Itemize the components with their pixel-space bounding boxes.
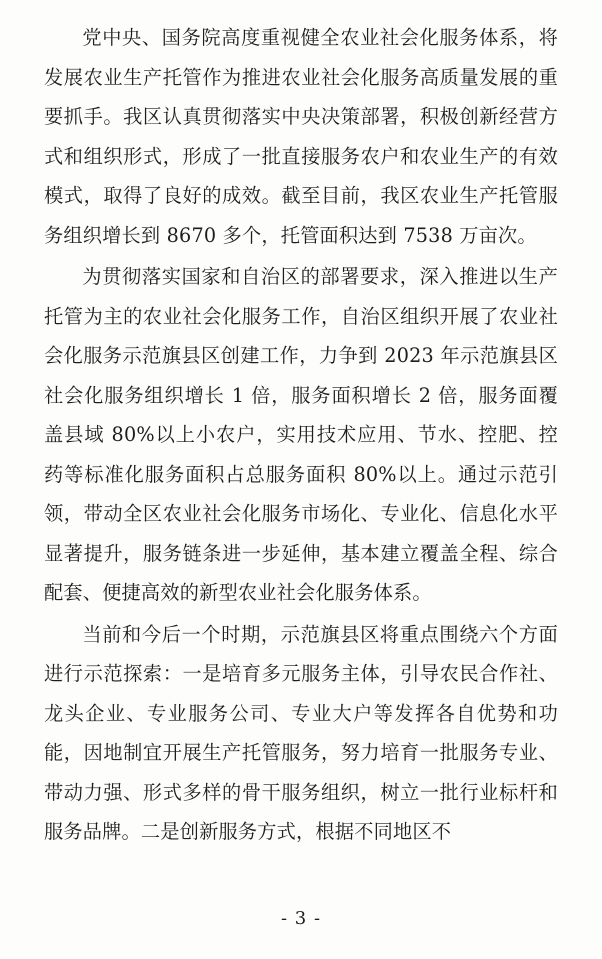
page-number: - 3 - (280, 908, 322, 929)
paragraph: 党中央、国务院高度重视健全农业社会化服务体系，将发展农业生产托管作为推进农业社会化服务高质量发展的重要抓手。我区认真贯彻落实中央决策部署，积极创新经营方式和组织形式，形成了一批直接服务农户和农业生产的有效模式，取得了良好的成效。截至目前，我区农业生产托管服务组织增长到 8670 多个，托管面积达到 7538 万亩次。 (44, 26, 558, 247)
paragraph: 为贯彻落实国家和自治区的部署要求，深入推进以生产托管为主的农业社会化服务工作，自治区组织开展了农业社会化服务示范旗县区创建工作，力争到 2023 年示范旗县区社会化服务组织增长 1 倍，服务面积增长 2 倍，服务面覆盖县域 80%以上小农户，实用技术应用、节水、控肥、控药等标准化服务面积占总服务面积 80%以上。通过示范引领，带动全区农业社会化服务市场化、专业化、信息化水平显著提升，服务链条进一步延伸，基本建立覆盖全程、综合配套、便捷高效的新型农业社会化服务体系。 (44, 265, 558, 604)
paragraph: 当前和今后一个时期，示范旗县区将重点围绕六个方面进行示范探索：一是培育多元服务主体，引导农民合作社、龙头企业、专业服务公司、专业大户等发挥各自优势和功能，因地制宜开展生产托管服务，努力培育一批服务专业、带动力强、形式多样的骨干服务组织，树立一批行业标杆和服务品牌。二是创新服务方式，根据不同地区不 (44, 622, 558, 843)
document-body (44, 18, 558, 852)
